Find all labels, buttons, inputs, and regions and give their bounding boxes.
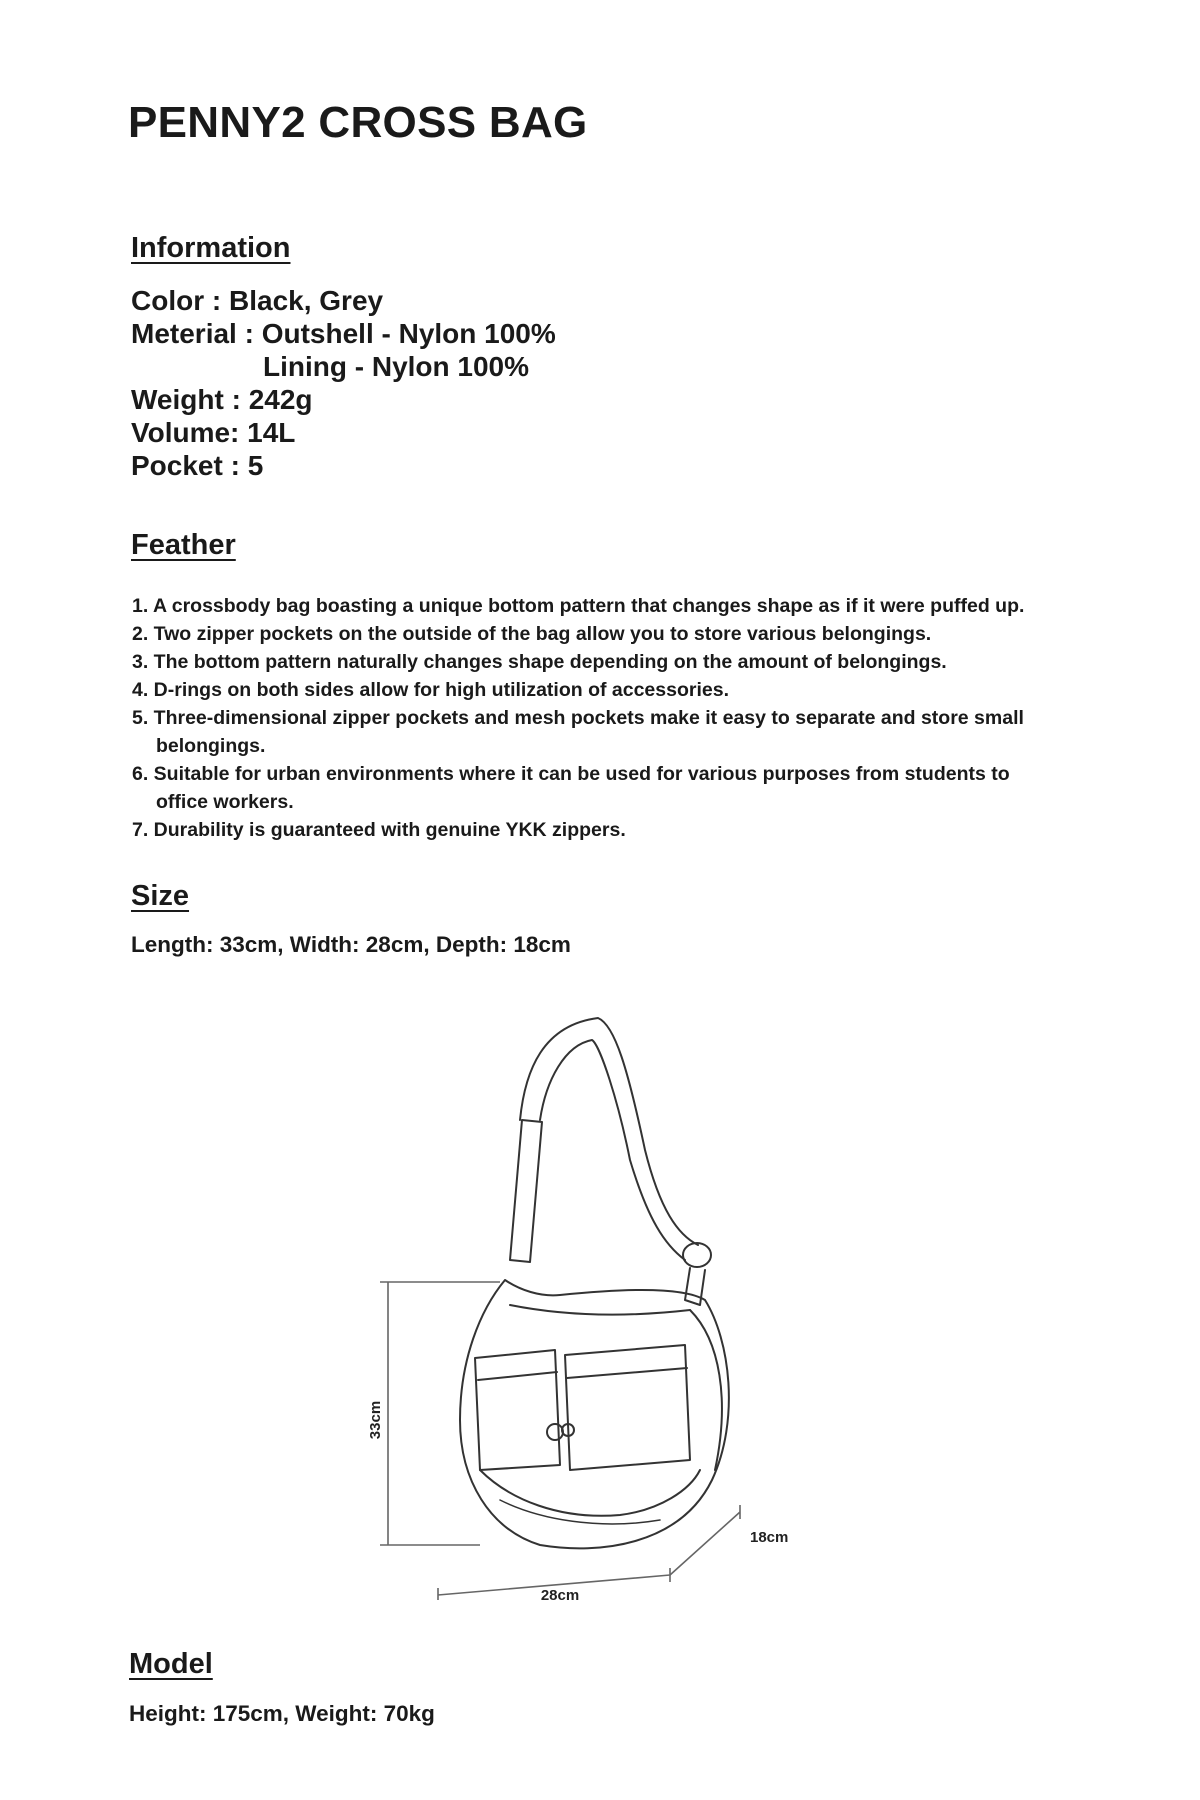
feature-item: 4. D-rings on both sides allow for high utilization of accessories. <box>132 679 729 701</box>
feature-item: 1. A crossbody bag boasting a unique bottom pattern that changes shape as if it were puffed up. <box>132 595 1025 617</box>
bag-dimension-diagram <box>360 1000 820 1600</box>
feature-item: 7. Durability is guaranteed with genuine YKK zippers. <box>132 819 626 841</box>
info-pocket <box>131 449 263 482</box>
right-pocket <box>565 1345 690 1470</box>
depth-label: 18cm <box>750 1529 789 1546</box>
weight-label: Weight : <box>131 384 249 415</box>
d-ring-right <box>683 1243 711 1267</box>
volume-label: Volume: <box>131 417 248 448</box>
feature-item: 2. Two zipper pockets on the outside of the bag allow you to store various belongings. <box>132 623 932 645</box>
strap-buckle <box>510 1120 542 1262</box>
info-material <box>131 317 556 350</box>
color-label: Color : <box>131 285 229 316</box>
strap-outline <box>520 1018 698 1245</box>
weight-value: 242g <box>248 384 313 415</box>
feature-item: 5. Three-dimensional zipper pockets and mesh pockets make it easy to separate and store small belongings. <box>132 707 1024 757</box>
size-text: Length: 33cm, Width: 28cm, Depth: 18cm <box>131 932 571 957</box>
pocket-value: 5 <box>247 450 264 481</box>
volume-value: 14L <box>247 417 296 448</box>
model-heading: Model <box>129 1648 213 1680</box>
info-volume <box>131 416 295 449</box>
height-label: 33cm <box>367 1400 384 1440</box>
pocket-label: Pocket : <box>131 450 248 481</box>
info-weight <box>131 383 313 416</box>
left-pocket <box>475 1350 560 1470</box>
material-label: Meterial : <box>131 318 262 349</box>
height-dimension-line <box>380 1282 500 1545</box>
color-value: Black, Grey <box>229 285 384 316</box>
material-lining: Lining - Nylon 100% <box>263 351 530 382</box>
feature-heading: Feather <box>131 529 236 561</box>
feature-item: 3. The bottom pattern naturally changes shape depending on the amount of belongings. <box>132 651 947 673</box>
information-heading: Information <box>131 232 291 264</box>
feature-list <box>132 592 1052 844</box>
product-title: PENNY2 CROSS BAG <box>128 98 588 147</box>
depth-dimension-line <box>670 1505 740 1575</box>
model-text: Height: 175cm, Weight: 70kg <box>129 1701 435 1726</box>
strap-inner <box>540 1040 685 1260</box>
size-heading: Size <box>131 880 190 912</box>
material-outshell: Outshell - Nylon 100% <box>261 318 556 349</box>
width-label: 28cm <box>540 1587 580 1600</box>
feature-item: 6. Suitable for urban environments where it can be used for various purposes from students to office workers. <box>132 763 1010 813</box>
info-color <box>131 284 383 317</box>
